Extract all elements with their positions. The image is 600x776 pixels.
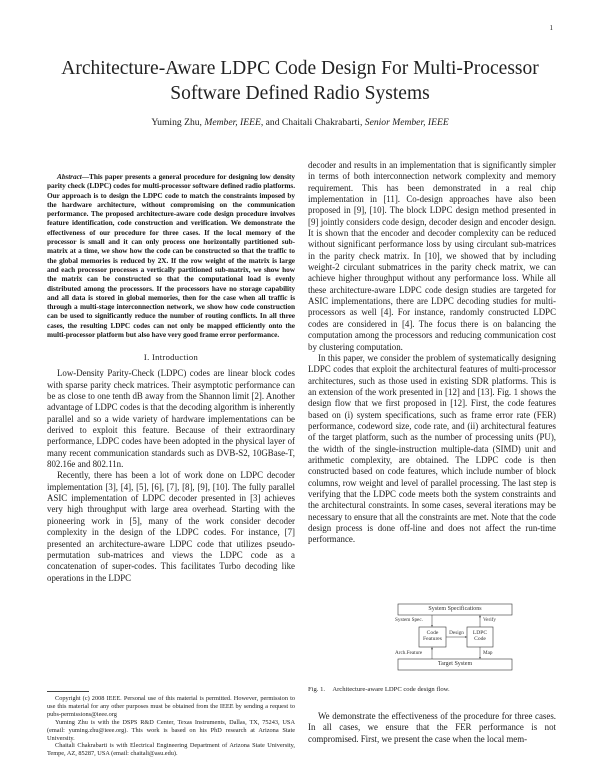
- section-heading: I. Introduction: [143, 352, 199, 363]
- abstract-dash: —: [81, 172, 89, 181]
- author-role: Senior Member, IEEE: [364, 117, 449, 128]
- caption-number: Fig. 1.: [308, 686, 326, 693]
- paragraph: Low-Density Parity-Check (LDPC) codes are linear block codes with sparse parity check matrices. Their asymptotic performance can be as close to one tenth dB away from the Shannon limit [2]. Another advantage of LDPC codes is that the decoding algorithm is inherently parallel and so a wide variety of hardware implementations can be derived to exploit this feature. Because of their extraordinary performance, LDPC codes have been adopted in the physical layer of many recent communication standards such as DVB-S2, 10GBase-T, 802.16e and 802.11n.: [47, 368, 295, 470]
- footnote: Chaitali Chakrabarti is with Electrical Engineering Department of Arizona State University, Tempe, AZ, 85287, USA (email: chaitali@asu.edu).: [47, 742, 295, 758]
- footnotes: [47, 695, 295, 758]
- label-code-features: [419, 631, 446, 642]
- label-system-specifications: System Specifications: [428, 606, 482, 612]
- abstract-lead: Abstract: [57, 172, 82, 181]
- author-connector: , and Chaitali Chakrabarti,: [260, 117, 363, 128]
- footnote: Yuming Zhu is with the DSPS R&D Center, Texas Instruments, Dallas, TX, 75243, USA (email: yuming.zhu@ieee.org). This work is based on his PhD research at Arizona State University.: [47, 718, 295, 742]
- label-map: Map: [483, 650, 493, 656]
- caption-text: Architecture-aware LDPC code design flow.: [332, 686, 450, 693]
- abstract: [47, 172, 295, 339]
- label-line: Features: [423, 635, 442, 642]
- label-system-spec: System Spec.: [395, 617, 423, 623]
- left-column: [47, 172, 295, 584]
- author-line: [40, 117, 560, 128]
- paragraph: In this paper, we consider the problem of systematically designing LDPC codes that exploit the architectural features of multi-processor architectures, such as those used in existing SDR platforms. This is an extension of the work presented in [12] and [13]. Fig. 1 shows the design flow that we first proposed in [12]. First, the code features based on (i) system specifications, such as frame error rate (FER) performance, codeword size, code rate, and (ii) architectural features of the target platform, such as the number of processing units (PU), the width of the single-instruction multiple-data (SIMD) unit and arithmetic complexity, are obtained. The LDPC code is then constructed based on code features, which include number of block columns, row weight and level of parallel processing. The last step is verifying that the LDPC code meets both the system constraints and the architectural constraints. In some cases, several iterations may be necessary to ensure that all the constraints are met. Note that the code design process is done off-line and does not affect the run-time performance.: [308, 352, 556, 545]
- label-target-system: Target System: [437, 661, 473, 667]
- label-ldpc-code: [467, 631, 493, 642]
- paragraph: decoder and results in an implementation that is significantly simpler in terms of both interconnection network complexity and memory requirement. This has been demonstrated in a real chip implementation in [11]. Co-design approaches have also been proposed in [9], [10]. The block LDPC design method presented in [9] jointly considers code design, decoder design and encoder design. It is shown that the encoder and decoder complexity can be reduced without significant performance loss by using circulant sub-matrices in the parity check matrix. In [10], we showed that by including weight-2 circulant submatrices in the parity check matrix, we can achieve higher throughput without any performance loss. While all these architecture-aware LDPC code design studies are targeted for ASIC implementations, there are LDPC decoding studies for multi-processors as well [4]. For instance, randomly constructed LDPC codes are considered in [4]. The focus there is on balancing the computation among the processors and reducing communication cost by clustering computation.: [308, 160, 556, 352]
- label-arch-feature: Arch.Feature: [395, 650, 423, 656]
- right-column: [308, 160, 556, 546]
- right-column-continued: [308, 711, 556, 745]
- page-number: 1: [549, 24, 553, 32]
- label-verify: Verify: [483, 617, 496, 623]
- footnote-rule: [47, 691, 89, 692]
- footnote: Copyright (c) 2008 IEEE. Personal use of this material is permitted. However, permission to use this material for any other purposes must be obtained from the IEEE by sending a request to pubs-permissions@ieee.org: [47, 695, 295, 718]
- paragraph: We demonstrate the effectiveness of the procedure for three cases. In all cases, we ensure that the FER performance is not compromised. First, we present the case when the local mem-: [308, 711, 556, 744]
- label-design: Design: [449, 630, 464, 636]
- figure-design-flow: [385, 601, 535, 677]
- abstract-text: This paper presents a general procedure for designing low density parity check (LDPC) codes for multi-processor software defined radio platforms. Our approach is to design the LDPC code to match the constraints imposed by the hardware architecture, without compromising on the communication performance. The proposed architecture-aware code design procedure involves feature identification, code construction and verification. We demonstrate the effectiveness of our procedure for three cases. If the local memory of the processor is small and it can only process one horizontally partitioned sub-matrix at a time, we show how the code can be constructed so that the traffic to the global memories is reduced by 2X. If the row weight of the matrix is large and each processor processes a vertically partitioned sub-matrix, we show how the matrix can be constructed so that the computational load is evenly distributed among the processors. If the processors have no storage capability and all data is stored in global memories, then for the case when all traffic is through a multi-stage interconnection network, we show how code construction can be used to significantly reduce the number of routing conflicts. In all three cases, the resulting LDPC codes can not only be mapped efficiently onto the multi-processor platform but also have very good frame error performance.: [47, 172, 295, 340]
- paragraph: Recently, there has been a lot of work done on LDPC decoder implementation [3], [4], [5], [6], [7], [8], [9], [10]. The fully parallel ASIC implementation of LDPC decoder presented in [3] achieves very high throughput with large area overhead. Starting with the pioneering work in [5], many of the work consider decoder complexity in the design of the LDPC codes. For instance, [7] presented an architecture-aware LDPC code that utilizes pseudo-permutation sub-matrices and views the LDPC code as a concatenation of super-codes. This facilitates Turbo decoding like operations in the LDPC: [47, 470, 295, 583]
- figure-caption: [308, 686, 450, 693]
- label-line: Code: [426, 630, 439, 636]
- author-name: Yuming Zhu,: [151, 117, 202, 128]
- paper-title: Architecture-Aware LDPC Code Design For Multi-Processor Software Defined Radio Systems: [61, 58, 539, 104]
- author-role: Member, IEEE: [204, 117, 261, 128]
- label-line: Code: [474, 635, 486, 642]
- label-line: LDPC: [472, 630, 488, 636]
- introduction-body: [47, 368, 295, 584]
